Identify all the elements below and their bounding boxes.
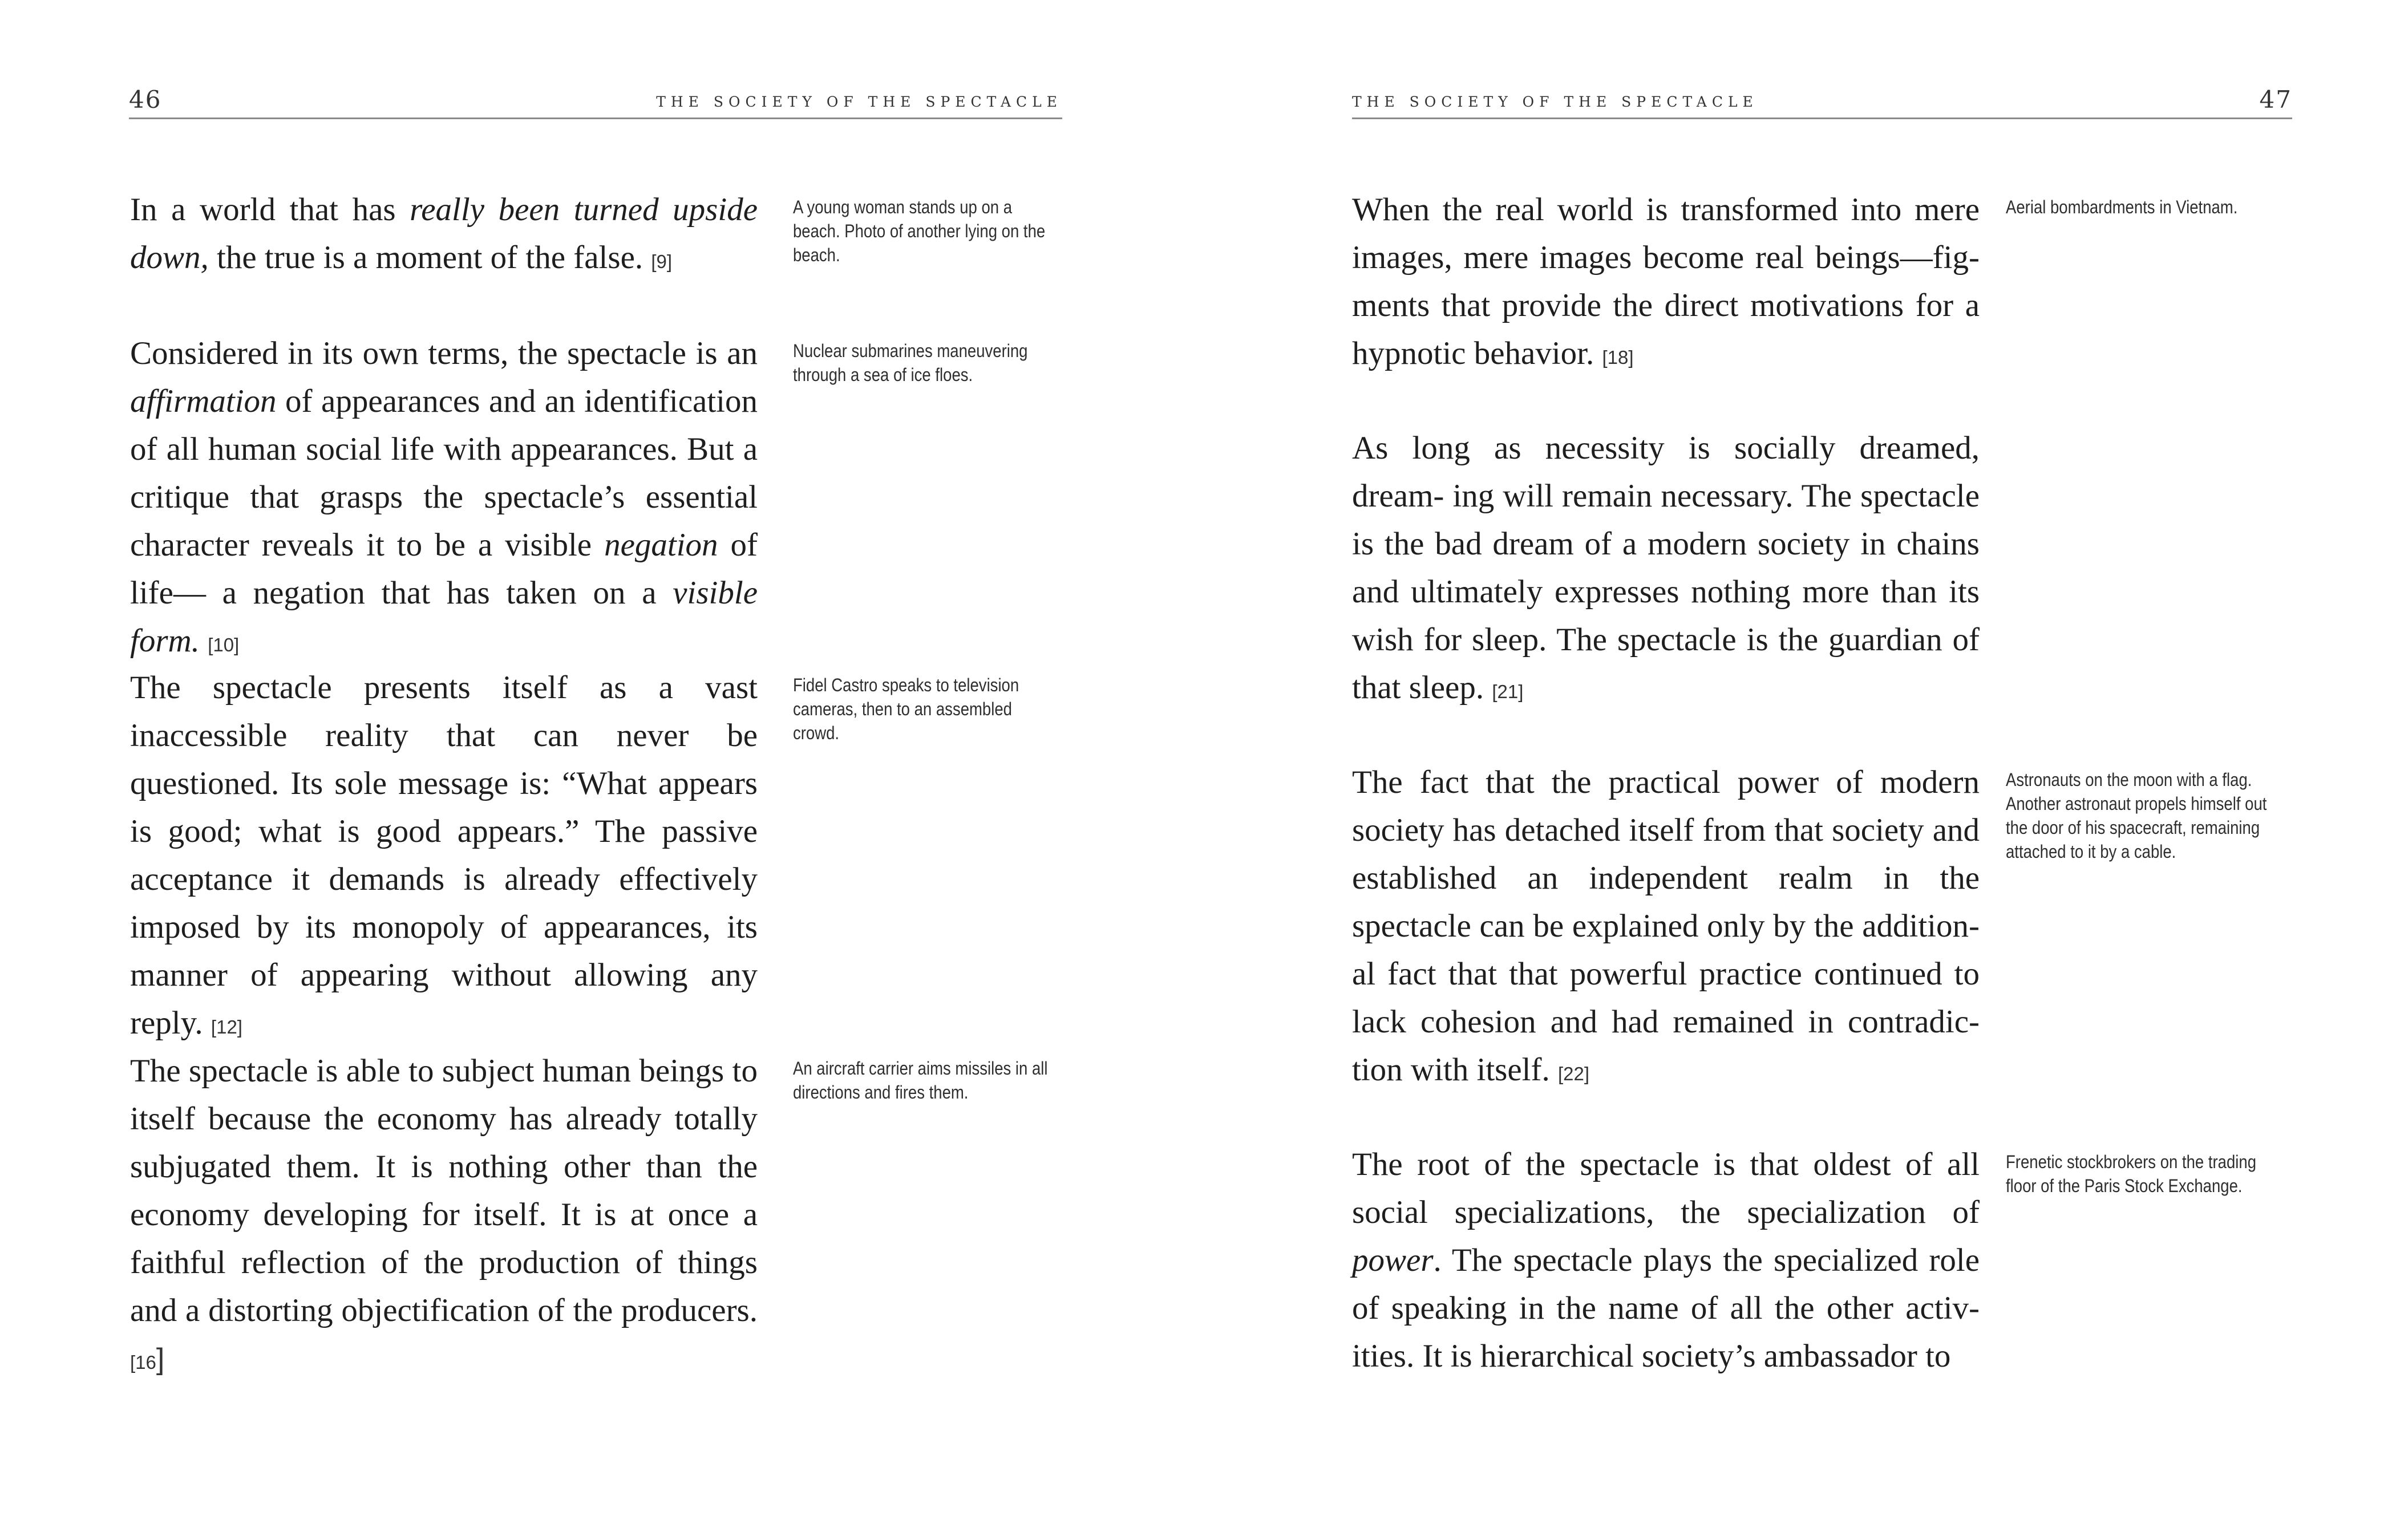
italic-text: negation: [604, 527, 718, 563]
paragraph: [1352, 186, 1980, 382]
margin-caption: An aircraft carrier aims missiles in all directions and fires them.: [793, 1058, 1048, 1103]
paragraph: [130, 1047, 758, 1387]
reference-marker: [21]: [1492, 681, 1524, 702]
running-title: THE SOCIETY OF THE SPECTACLE: [656, 94, 1062, 110]
header-rule: [129, 117, 1062, 119]
reference-marker: [9]: [651, 251, 673, 272]
italic-text: visible form.: [130, 575, 758, 659]
page-number: 47: [2259, 86, 2292, 114]
body-text: The spectacle is able to subject human beings to itself because the economy has already totally subjugated them. It is nothing other than the economy developing for itself. It is at once a faithful reflection of the production of things and a distorting objectification of the producers.: [130, 1053, 758, 1328]
margin-caption: A young woman stands up on a beach. Photo of another lying on the beach.: [793, 197, 1046, 265]
body-text: As long as necessity is socially dreamed, dream- ing will remain necessary. The spectacle is the bad dream of a modern society in chains and ultimately expresses nothing more than its wish for sleep. The spectacle is the guardian of that sleep.: [1352, 430, 1980, 706]
margin-caption: Astronauts on the moon with a flag. Another astronaut propels himself out the door of his spacecraft, remaining attached to it by a cable.: [2006, 769, 2267, 862]
body-text: . The spectacle plays the specialized role of speaking in the name of all the other activ- ities. It is hierarchical society’s ambassador to: [1352, 1242, 1980, 1374]
italic-text: affirmation: [130, 383, 277, 419]
reference-marker: [16: [130, 1352, 156, 1373]
italic-text: power: [1352, 1242, 1434, 1278]
margin-caption: Fidel Castro speaks to television cameras, then to an assembled crowd.: [793, 675, 1019, 743]
paragraph: [130, 186, 758, 286]
italic-text: really been turned upside down,: [130, 192, 758, 275]
page-number: 46: [129, 86, 162, 114]
right-page: [1198, 0, 2396, 1540]
margin-caption: Nuclear submarines maneuvering through a sea of ice floes.: [793, 341, 1028, 385]
reference-bracket: ]: [156, 1343, 165, 1376]
body-text: The spectacle presents itself as a vast inaccessible reality that can never be questioned. Its sole message is: “What appears is good; what is good appears.” The passive acceptance it demands is already effectively imposed by its monopoly of appearances, its manner of appearing without allowing any reply.: [130, 670, 758, 1041]
paragraph: [130, 664, 758, 1051]
paragraph: [1352, 1141, 1980, 1380]
body-text: The fact that the practical power of modern society has detached itself from that society and established an independent realm in the spectacle can be explained only by the addition- al fact that that powerful practice continued to lack cohesion and had remained in contradic- tion with itself.: [1352, 764, 1980, 1088]
body-text: Considered in its own terms, the spectacle is an: [130, 335, 758, 371]
body-text: The root of the spectacle is that oldest of all social specializations, the specialization of: [1352, 1146, 1980, 1230]
header-rule: [1352, 117, 2292, 119]
margin-caption: Frenetic stockbrokers on the trading floor of the Paris Stock Exchange.: [2006, 1152, 2257, 1196]
paragraph: [1352, 759, 1980, 1098]
left-page-header: [129, 86, 1062, 120]
body-text: In a world that has: [130, 192, 410, 228]
paragraph: [130, 330, 758, 669]
body-text: the true is a moment of the false.: [208, 240, 651, 275]
right-page-header: [1352, 86, 2292, 120]
running-title: THE SOCIETY OF THE SPECTACLE: [1352, 94, 1758, 110]
body-text: of life— a negation that has taken on a: [130, 527, 758, 611]
reference-marker: [18]: [1602, 347, 1634, 368]
margin-caption: Aerial bombardments in Vietnam.: [2006, 197, 2238, 217]
reference-marker: [22]: [1557, 1063, 1590, 1084]
body-text: of appearances and an identification of all human social life with appearances. But a critique that grasps the spectacle’s essential character reveals it to be a visible: [130, 383, 758, 563]
reference-marker: [12]: [211, 1016, 242, 1038]
body-text: When the real world is transformed into mere images, mere images become real beings—fig- ments that provide the direct motivations for a hypnotic behavior.: [1352, 192, 1980, 371]
body-text: [200, 623, 208, 659]
paragraph: [1352, 424, 1980, 716]
reference-marker: [10]: [208, 634, 240, 655]
